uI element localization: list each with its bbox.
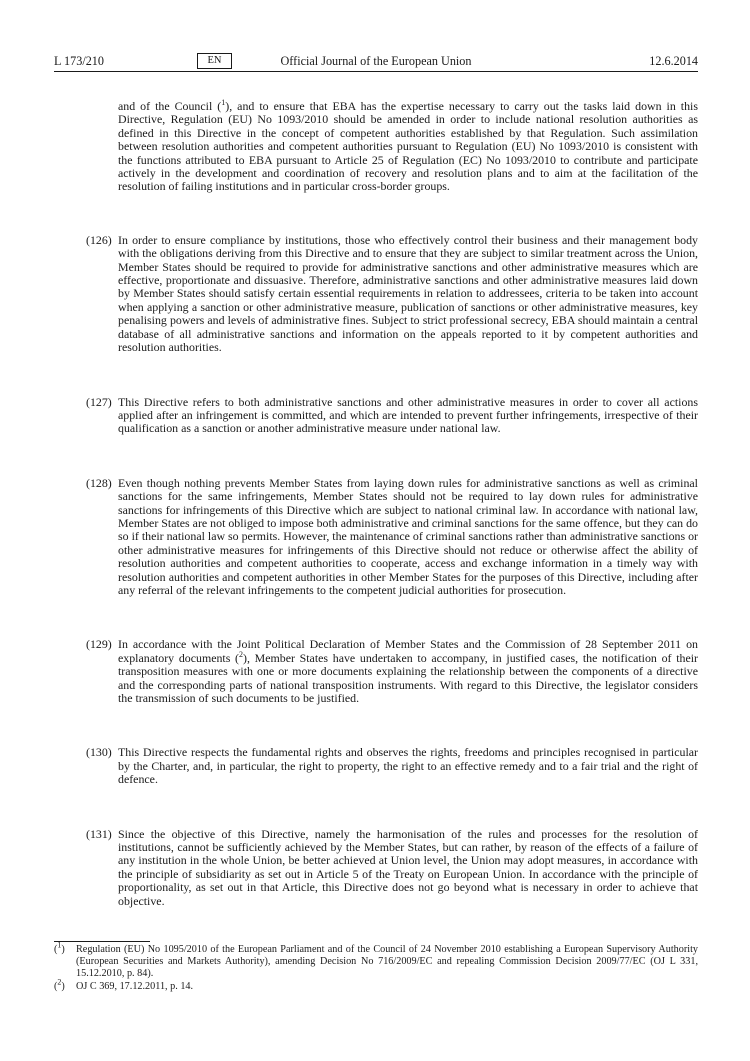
recital-number: (131) bbox=[86, 826, 112, 841]
recital-127 bbox=[54, 396, 698, 436]
footnote-ref[interactable]: 2 bbox=[239, 649, 244, 659]
recital-number: (126) bbox=[86, 232, 112, 247]
recital-text: Even though nothing prevents Member States from laying down rules for administrative sanctions as well as criminal sanctions for the same infringements, Member States should not be required to lay down rules for administrative sanctions for infringements of this Directive which are subject to national criminal law. In accordance with national law, Member States are not obliged to impose both administrative and criminal sanctions for the same offence, but they can do so if their national law so permits. However, the maintenance of criminal sanctions rather than administrative sanctions or other administrative measures for infringements of this Directive should not reduce or otherwise affect the ability of resolution authorities and competent authorities to cooperate, access and exchange information in a timely way with resolution authorities and competent authorities in other Member States for the purposes of this Directive, including after any referral of the relevant infringements to the competent judicial authorities for prosecution. bbox=[118, 475, 698, 597]
footnote-2 bbox=[54, 978, 698, 993]
page-header bbox=[54, 50, 698, 72]
footnote-text: Regulation (EU) No 1095/2010 of the European Parliament and of the Council of 24 November 2010 establishing a European Supervisory Authority (European Securities and Markets Authority), amending Decision No 716/2009/EC and repealing Commission Decision 2009/77/EC (OJ L 331, 15.12.2010, p. 84). bbox=[76, 944, 698, 979]
footnote-marker: ($^1$) bbox=[54, 940, 65, 955]
recital-130 bbox=[54, 746, 698, 786]
recital-text: In order to ensure compliance by institutions, those who effectively control their business and their management body with the obligations deriving from this Directive and to ensure that they are subject to similar treatment across the Union, Member States should be required to provide for administrative sanctions and other administrative measures which are effective, proportionate and dissuasive. Therefore, administrative sanctions and other administrative measures laid down by Member States should satisfy certain essential requirements in relation to addressees, criteria to be taken into account when applying a sanction or other administrative measure, publication of sanctions or other administrative measures, key penalising powers and levels of administrative fines. Subject to strict professional secrecy, EBA should maintain a central database of all administrative sanctions and information on the appeals reported to it by competent authorities and resolution authorities. bbox=[118, 232, 698, 355]
recital-text: Since the objective of this Directive, namely the harmonisation of the rules and processes for the resolution of institutions, cannot be sufficiently achieved by the Member States, but can rather, by reason of the effects of a failure of any institution in the whole Union, be better achieved at Union level, the Union may adopt measures, in accordance with the principle of subsidiarity as set out in Article 5 of the Treaty on European Union. In accordance with the principle of proportionality, as set out in that Article, this Directive does not go beyond what is necessary in order to achieve that objective. bbox=[118, 826, 698, 908]
recital-number: (128) bbox=[86, 475, 112, 490]
recital-text: This Directive refers to both administrative sanctions and other administrative measures in order to cover all actions applied after an infringement is committed, and which are intended to prevent further infringements, irrespective of their qualification as a sanction or another administrative measure under national law. bbox=[118, 394, 698, 436]
footnote-text: OJ C 369, 17.12.2011, p. 14. bbox=[76, 981, 194, 993]
recital-number: (127) bbox=[86, 394, 112, 409]
footnote-1 bbox=[54, 940, 698, 979]
publication-date: 12.6.2014 bbox=[649, 54, 698, 68]
recital-126 bbox=[54, 234, 698, 355]
recital-number: (130) bbox=[86, 745, 112, 760]
recital-number: (129) bbox=[86, 637, 112, 652]
continued-recital: and of the Council ($^1$), and to ensure that EBA has the expertise necessary to carry out the tasks laid down in this Directive, Regulation (EU) No 1093/2010 should be amended in order to include national resolution authorities as defined in this Directive in the concept of competent authorities established by that Regulation. Such assimilation between resolution authorities and competent authorities pursuant to Regulation (EU) No 1093/2010 is consistent with the functions attributed to EBA pursuant to Article 25 of Regulation (EC) No 1093/2010 to contribute and participate actively in the development and coordination of recovery and resolution plans and to aim at the facilitation of the resolution of failing institutions and in particular cross-border groups. bbox=[118, 98, 698, 194]
journal-title: Official Journal of the European Union bbox=[280, 54, 472, 68]
header-divider bbox=[54, 71, 698, 72]
recital-131 bbox=[54, 828, 698, 908]
footnote-ref[interactable]: 1 bbox=[221, 98, 226, 108]
footnotes bbox=[54, 940, 698, 993]
recital-text: This Directive respects the fundamental rights and observes the rights, freedoms and principles recognised in particular by the Charter, and, in particular, the right to property, the right to an effective remedy and to a fair trial and the right of defence. bbox=[118, 745, 698, 787]
footnote-marker: ($^2$) bbox=[54, 978, 65, 993]
recitals-body bbox=[54, 100, 698, 908]
language-badge: EN bbox=[197, 53, 232, 69]
recital-128 bbox=[54, 477, 698, 598]
footnote-divider bbox=[54, 941, 150, 942]
page-reference: L 173/210 bbox=[54, 54, 104, 68]
recital-129: (129) In accordance with the Joint Political Declaration of Member States and the Commission of 28 September 2011 on explanatory documents ($^2$), Member States have undertaken to accompany, in justified cases, the notification of their transposition measures with one or more documents explaining the relationship between the components of a directive and the corresponding parts of national transposition instruments. With regard to this Directive, the legislator considers the transmission of such documents to be justified. bbox=[86, 637, 698, 705]
